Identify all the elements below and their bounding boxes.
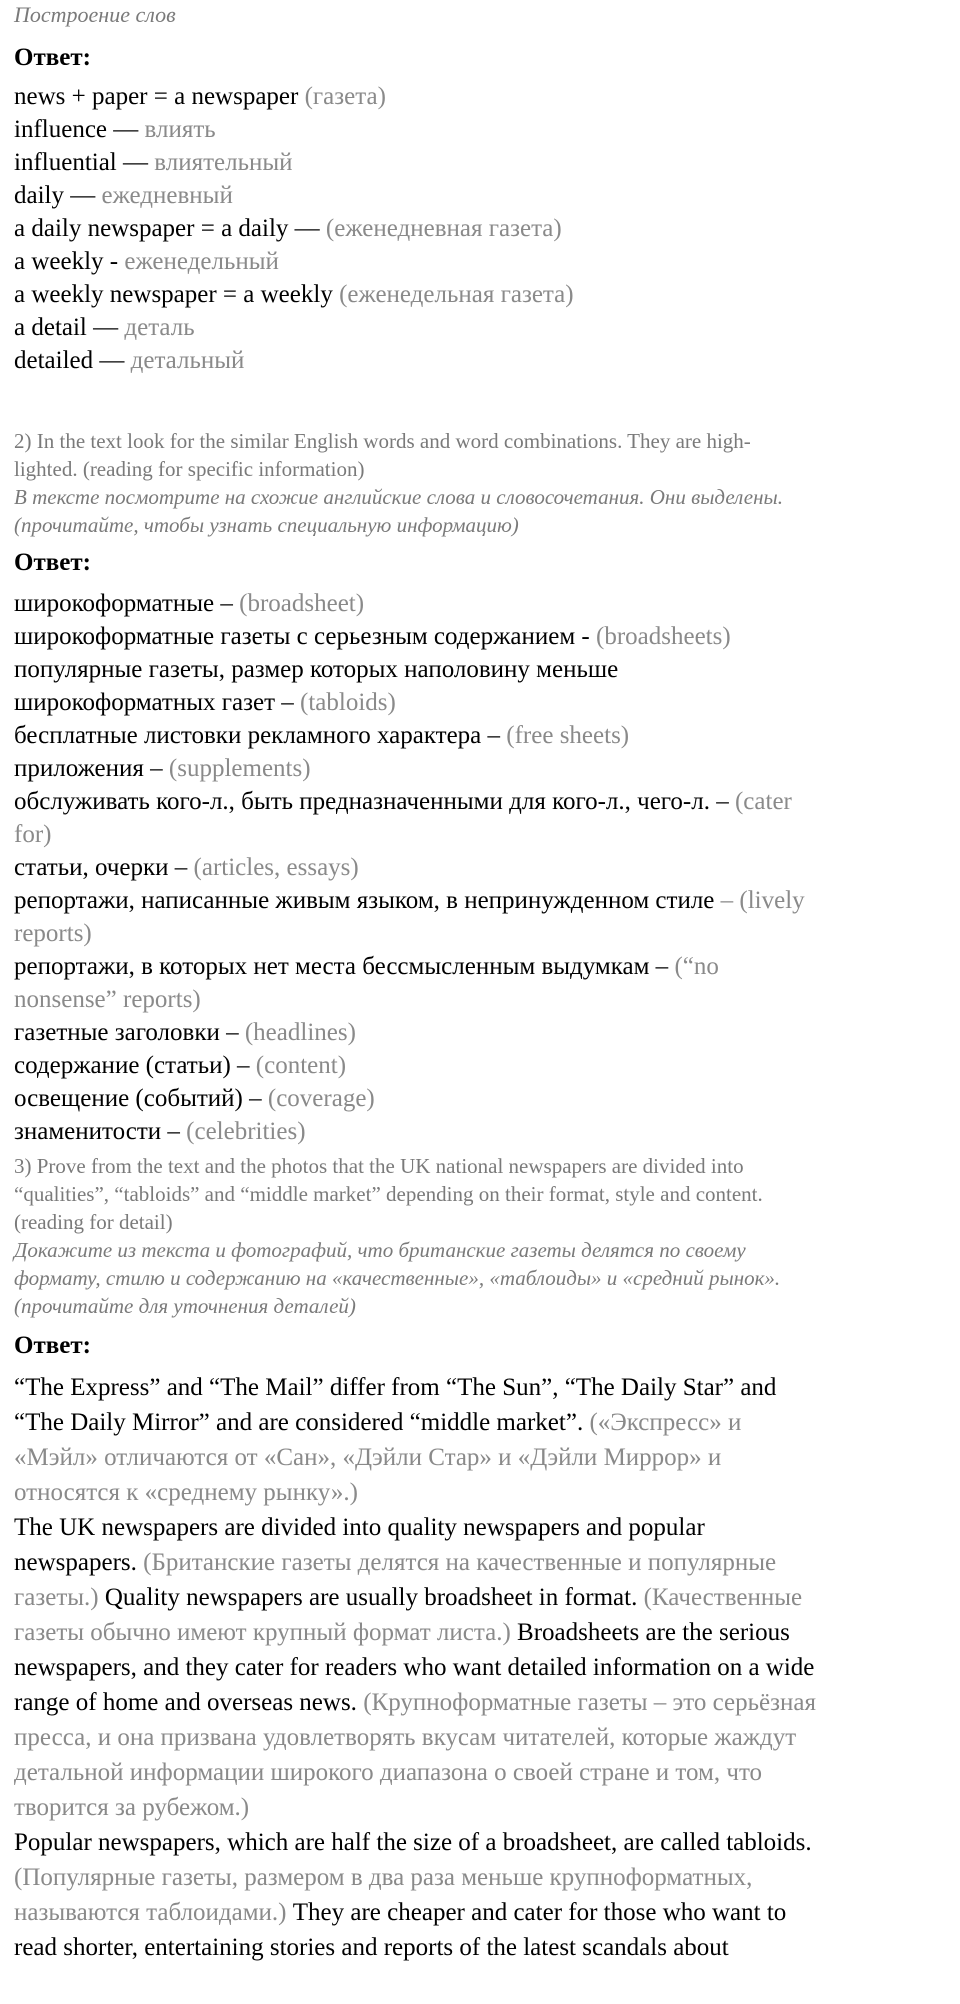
vocab-line bbox=[14, 278, 946, 311]
answer-line bbox=[14, 1115, 946, 1148]
vocab-english: news + paper = a newspaper bbox=[14, 83, 305, 110]
answer-term: репортажи, в которых нет места бессмысленным выдумкам – bbox=[14, 953, 675, 980]
paragraph-line bbox=[14, 1440, 946, 1475]
answer-line bbox=[14, 686, 946, 719]
paragraph-line bbox=[14, 1475, 946, 1510]
russian-translation: (Британские газеты делятся на качественные и популярные bbox=[143, 1549, 777, 1576]
section-word-building bbox=[14, 0, 946, 377]
answer-line bbox=[14, 587, 946, 620]
answer-term: широкоформатные – bbox=[14, 590, 240, 617]
english-text: Popular newspapers, which are half the size of a broadsheet, are called tabloids. bbox=[14, 1829, 812, 1856]
document-page bbox=[14, 0, 946, 1965]
answer-line bbox=[14, 719, 946, 752]
answer-line bbox=[14, 851, 946, 884]
vocab-english: daily — bbox=[14, 182, 102, 209]
vocab-translation: влиять bbox=[144, 116, 216, 143]
vocab-translation: влиятельный bbox=[154, 149, 293, 176]
vocab-line bbox=[14, 113, 946, 146]
answer-line bbox=[14, 917, 946, 950]
answer-english: (free sheets) bbox=[506, 722, 630, 749]
answer-english: (“no bbox=[674, 953, 719, 980]
task-2-english bbox=[14, 427, 946, 483]
vocab-translation: деталь bbox=[124, 314, 195, 341]
russian-translation: относятся к «среднему рынку».) bbox=[14, 1479, 358, 1506]
paragraph-line bbox=[14, 1615, 946, 1650]
answer-english: (tabloids) bbox=[300, 689, 396, 716]
answer-line bbox=[14, 752, 946, 785]
paragraph-line bbox=[14, 1930, 946, 1965]
answer-line bbox=[14, 1016, 946, 1049]
answer-english: (broadsheet) bbox=[239, 590, 365, 617]
task-line-english: “qualities”, “tabloids” and “middle market” depending on their format, style and content. bbox=[14, 1182, 763, 1206]
russian-translation: «Мэйл» отличаются от «Сан», «Дэйли Стар» и «Дэйли Миррор» и bbox=[14, 1444, 722, 1471]
english-text: “The Daily Mirror” and are considered “middle market”. bbox=[14, 1409, 590, 1436]
vocab-line bbox=[14, 179, 946, 212]
task-2-answer-list bbox=[14, 587, 946, 1148]
russian-translation: (Качественные bbox=[643, 1584, 803, 1611]
task-line-russian: (прочитайте, чтобы узнать специальную информацию) bbox=[14, 513, 519, 537]
paragraph-line bbox=[14, 1580, 946, 1615]
vocab-list bbox=[14, 80, 946, 377]
answer-term: широкоформатных газет – bbox=[14, 689, 301, 716]
english-text: Broadsheets are the serious bbox=[517, 1619, 790, 1646]
answer-english: (celebrities) bbox=[186, 1118, 306, 1145]
russian-translation: пресса, и она призвана удовлетворять вкусам читателей, которые жаждут bbox=[14, 1724, 797, 1751]
vocab-line bbox=[14, 311, 946, 344]
vocab-translation: (еженедневная газета) bbox=[325, 215, 562, 242]
task-3-russian bbox=[14, 1236, 946, 1320]
answer-label: Ответ: bbox=[14, 1332, 91, 1359]
section-task-3 bbox=[14, 1152, 946, 1965]
vocab-english: influence — bbox=[14, 116, 145, 143]
vocab-translation: (газета) bbox=[304, 83, 386, 110]
task-3-answer-text bbox=[14, 1370, 946, 1965]
answer-english: (coverage) bbox=[267, 1085, 375, 1112]
answer-term: широкоформатные газеты с серьезным содержанием - bbox=[14, 623, 596, 650]
task-line-russian: В тексте посмотрите на схожие английские слова и словосочетания. Они выделены. bbox=[14, 485, 784, 509]
task-2-russian bbox=[14, 483, 946, 539]
vocab-line bbox=[14, 80, 946, 113]
russian-translation: называются таблоидами.) bbox=[14, 1899, 293, 1926]
vocab-translation: ежедневный bbox=[101, 182, 233, 209]
answer-line bbox=[14, 653, 946, 686]
paragraph-line bbox=[14, 1755, 946, 1790]
answer-term: обслуживать кого-л., быть предназначенными для кого-л., чего-л. – bbox=[14, 788, 735, 815]
paragraph-line bbox=[14, 1895, 946, 1930]
answer-english: reports) bbox=[14, 920, 92, 947]
answer-english: (headlines) bbox=[244, 1019, 356, 1046]
paragraph-line bbox=[14, 1685, 946, 1720]
answer-line bbox=[14, 620, 946, 653]
answer-english: – (lively bbox=[714, 887, 805, 914]
answer-english: (broadsheets) bbox=[596, 623, 731, 650]
paragraph-line bbox=[14, 1650, 946, 1685]
english-text: Quality newspapers are usually broadsheet in format. bbox=[104, 1584, 644, 1611]
vocab-translation: еженедельный bbox=[124, 248, 279, 275]
russian-translation: (Крупноформатные газеты – это серьёзная bbox=[363, 1689, 816, 1716]
paragraph-line bbox=[14, 1825, 946, 1860]
task-line-russian: Докажите из текста и фотографий, что британские газеты делятся по своему bbox=[14, 1238, 746, 1262]
task-line-english: 3) Prove from the text and the photos that the UK national newspapers are divided into bbox=[14, 1154, 744, 1178]
answer-line bbox=[14, 818, 946, 851]
answer-term: знаменитости – bbox=[14, 1118, 187, 1145]
russian-translation: детальной информации широкого диапазона о своей стране и том, что bbox=[14, 1759, 763, 1786]
paragraph-line bbox=[14, 1510, 946, 1545]
answer-line bbox=[14, 785, 946, 818]
paragraph-line bbox=[14, 1790, 946, 1825]
vocab-line bbox=[14, 344, 946, 377]
english-text: range of home and overseas news. bbox=[14, 1689, 364, 1716]
answer-term: статьи, очерки – bbox=[14, 854, 194, 881]
vocab-english: a weekly newspaper = a weekly bbox=[14, 281, 340, 308]
answer-term: газетные заголовки – bbox=[14, 1019, 245, 1046]
answer-english: (supplements) bbox=[168, 755, 311, 782]
vocab-english: influential — bbox=[14, 149, 155, 176]
vocab-line bbox=[14, 146, 946, 179]
answer-term: популярные газеты, размер которых наполовину меньше bbox=[14, 656, 619, 683]
answer-line bbox=[14, 1082, 946, 1115]
task-line-russian: (прочитайте для уточнения деталей) bbox=[14, 1294, 356, 1318]
vocab-english: detailed — bbox=[14, 347, 131, 374]
russian-translation: газеты обычно имеют крупный формат листа.) bbox=[14, 1619, 518, 1646]
english-text: read shorter, entertaining stories and reports of the latest scandals about bbox=[14, 1934, 729, 1961]
english-text: newspapers. bbox=[14, 1549, 144, 1576]
answer-english: for) bbox=[14, 821, 52, 848]
vocab-english: a weekly - bbox=[14, 248, 125, 275]
paragraph-line bbox=[14, 1370, 946, 1405]
paragraph-line bbox=[14, 1860, 946, 1895]
vocab-english: a daily newspaper = a daily — bbox=[14, 215, 326, 242]
english-text: They are cheaper and cater for those who want to bbox=[292, 1899, 787, 1926]
paragraph-line bbox=[14, 1405, 946, 1440]
task-line-english: lighted. (reading for specific information) bbox=[14, 457, 365, 481]
vocab-translation: (еженедельная газета) bbox=[339, 281, 574, 308]
answer-line bbox=[14, 950, 946, 983]
english-text: “The Express” and “The Mail” differ from “The Sun”, “The Daily Star” and bbox=[14, 1374, 777, 1401]
answer-english: nonsense” reports) bbox=[14, 986, 201, 1013]
answer-english: (cater bbox=[734, 788, 792, 815]
vocab-line bbox=[14, 245, 946, 278]
answer-english: (content) bbox=[255, 1052, 347, 1079]
answer-line bbox=[14, 1049, 946, 1082]
answer-term: освещение (событий) – bbox=[14, 1085, 268, 1112]
task-line-english: (reading for detail) bbox=[14, 1210, 173, 1234]
task-line-english: 2) In the text look for the similar English words and word combinations. They are high- bbox=[14, 429, 751, 453]
russian-translation: (Популярные газеты, размером в два раза меньше крупноформатных, bbox=[14, 1864, 753, 1891]
answer-term: приложения – bbox=[14, 755, 169, 782]
russian-translation: газеты.) bbox=[14, 1584, 105, 1611]
vocab-english: a detail — bbox=[14, 314, 125, 341]
paragraph-line bbox=[14, 1720, 946, 1755]
vocab-line bbox=[14, 212, 946, 245]
section-task-2 bbox=[14, 427, 946, 1148]
english-text: The UK newspapers are divided into quality newspapers and popular bbox=[14, 1514, 705, 1541]
answer-english: (articles, essays) bbox=[193, 854, 359, 881]
answer-label: Ответ: bbox=[14, 549, 91, 576]
answer-term: бесплатные листовки рекламного характера – bbox=[14, 722, 507, 749]
task-3-english bbox=[14, 1152, 946, 1236]
english-text: newspapers, and they cater for readers who want detailed information on a wide bbox=[14, 1654, 815, 1681]
answer-term: репортажи, написанные живым языком, в непринужденном стиле bbox=[14, 887, 715, 914]
answer-label: Ответ: bbox=[14, 44, 91, 71]
answer-line bbox=[14, 884, 946, 917]
russian-translation: («Экспресс» и bbox=[589, 1409, 742, 1436]
task-line-russian: формату, стилю и содержанию на «качественные», «таблоиды» и «средний рынок». bbox=[14, 1266, 781, 1290]
answer-line bbox=[14, 983, 946, 1016]
vocab-translation: детальный bbox=[130, 347, 245, 374]
russian-translation: творится за рубежом.) bbox=[14, 1794, 250, 1821]
answer-term: содержание (статьи) – bbox=[14, 1052, 256, 1079]
section-heading: Построение слов bbox=[14, 2, 176, 27]
paragraph-line bbox=[14, 1545, 946, 1580]
